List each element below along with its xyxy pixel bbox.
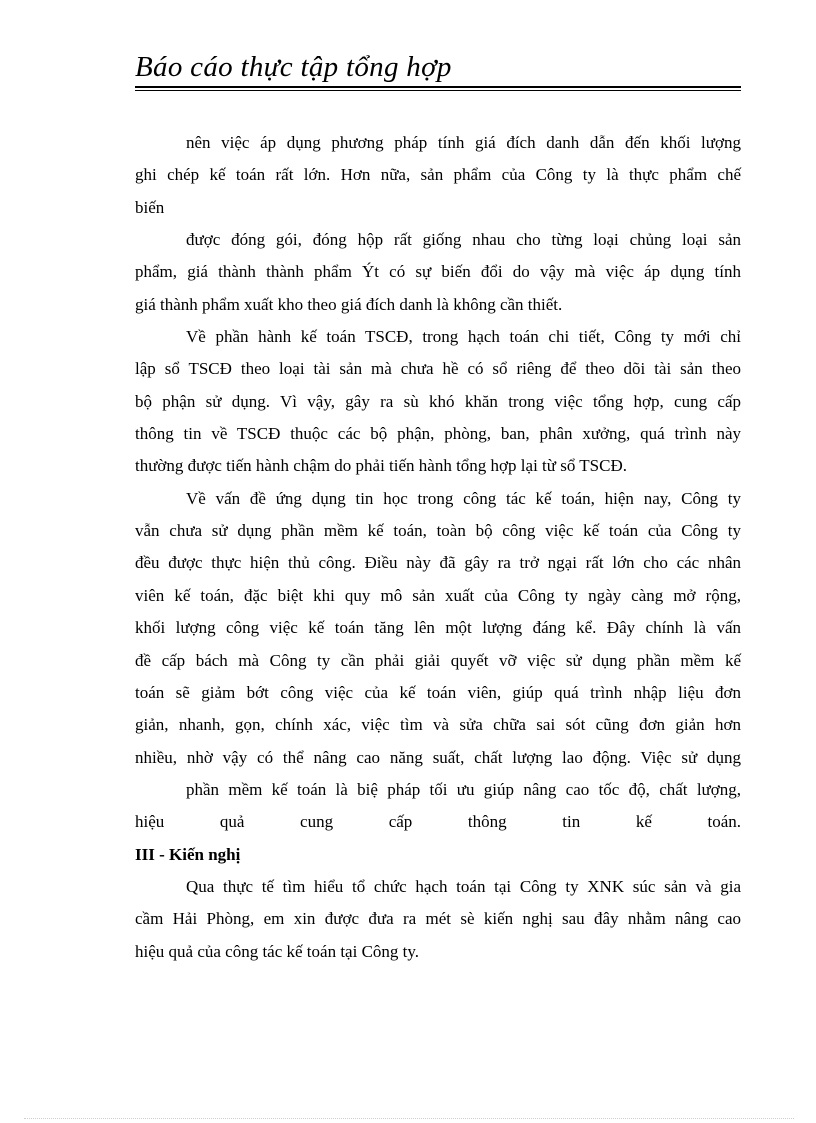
text-line: nhiều, nhờ vậy có thể nâng cao năng suất, chất lượng lao động. Việc sử dụng: [135, 747, 741, 767]
text-line: hiệu quả cung cấp thông tin kế toán.: [135, 812, 741, 832]
section-heading: III - Kiến nghị: [135, 844, 241, 864]
page-bottom-divider: [24, 1118, 794, 1119]
header-title: Báo cáo thực tập tổng hợp: [135, 51, 452, 83]
text-line: cầm Hải Phòng, em xin được đưa ra mét sè kiến nghị sau đây nhằm nâng cao: [135, 909, 741, 929]
text-line: hiệu quả của công tác kế toán tại Công ty.: [135, 941, 420, 961]
text-line: đề cấp bách mà Công ty cần phải giải quyết vỡ việc sử dụng phần mềm kế: [135, 650, 741, 670]
text-line: biến: [135, 197, 165, 217]
text-line: khối lượng công việc kế toán tăng lên một lượng đáng kể. Đây chính là vấn: [135, 618, 741, 638]
text-line: thường được tiến hành chậm do phải tiến hành tổng hợp lại từ sổ TSCĐ.: [135, 456, 627, 476]
text-line: Về phần hành kế toán TSCĐ, trong hạch toán chi tiết, Công ty mới chỉ: [186, 327, 741, 347]
body-text: [135, 127, 741, 968]
text-line: nên việc áp dụng phương pháp tính giá đích danh dẫn đến khối lượng: [186, 133, 741, 152]
text-line: viên kế toán, đặc biệt khi quy mô sản xuất của Công ty ngày càng mở rộng,: [135, 585, 741, 605]
text-line: Về vấn đề ứng dụng tin học trong công tác kế toán, hiện nay, Công ty: [186, 488, 741, 508]
text-line: được đóng gói, đóng hộp rất giống nhau cho từng loại chủng loại sản: [186, 230, 741, 250]
text-line: toán sẽ giảm bớt công việc của kế toán viên, giúp quá trình nhập liệu đơn: [135, 682, 741, 702]
text-line: đều được thực hiện thủ công. Điều này đã gây ra trở ngại rất lớn cho các nhân: [135, 553, 741, 573]
text-line: thông tin về TSCĐ thuộc các bộ phận, phòng, ban, phân xưởng, quá trình này: [135, 424, 741, 444]
text-line: vẫn chưa sử dụng phần mềm kế toán, toàn bộ công việc kế toán của Công ty: [135, 521, 741, 541]
text-line: bộ phận sử dụng. Vì vậy, gây ra sù khó khăn trong việc tổng hợp, cung cấp: [135, 391, 741, 411]
text-line: phần mềm kế toán là biệ pháp tối ưu giúp nâng cao tốc độ, chất lượng,: [186, 779, 741, 799]
header-rule: [135, 86, 741, 91]
text-line: Qua thực tế tìm hiểu tổ chức hạch toán tại Công ty XNK súc sản và gia: [186, 876, 741, 896]
page-header: [135, 50, 741, 91]
text-line: ghi chép kế toán rất lớn. Hơn nữa, sản phẩm của Công ty là thực phẩm chế: [135, 165, 741, 185]
text-line: phẩm, giá thành thành phẩm Ýt có sự biến đổi do vậy mà việc áp dụng tính: [135, 262, 741, 282]
text-line: giản, nhanh, gọn, chính xác, việc tìm và sửa chữa sai sót cũng đơn giản hơn: [135, 715, 741, 735]
text-line: lập sổ TSCĐ theo loại tài sản mà chưa hề có sổ riêng để theo dõi tài sản theo: [135, 359, 741, 379]
text-line: giá thành phẩm xuất kho theo giá đích danh là không cần thiết.: [135, 294, 563, 314]
